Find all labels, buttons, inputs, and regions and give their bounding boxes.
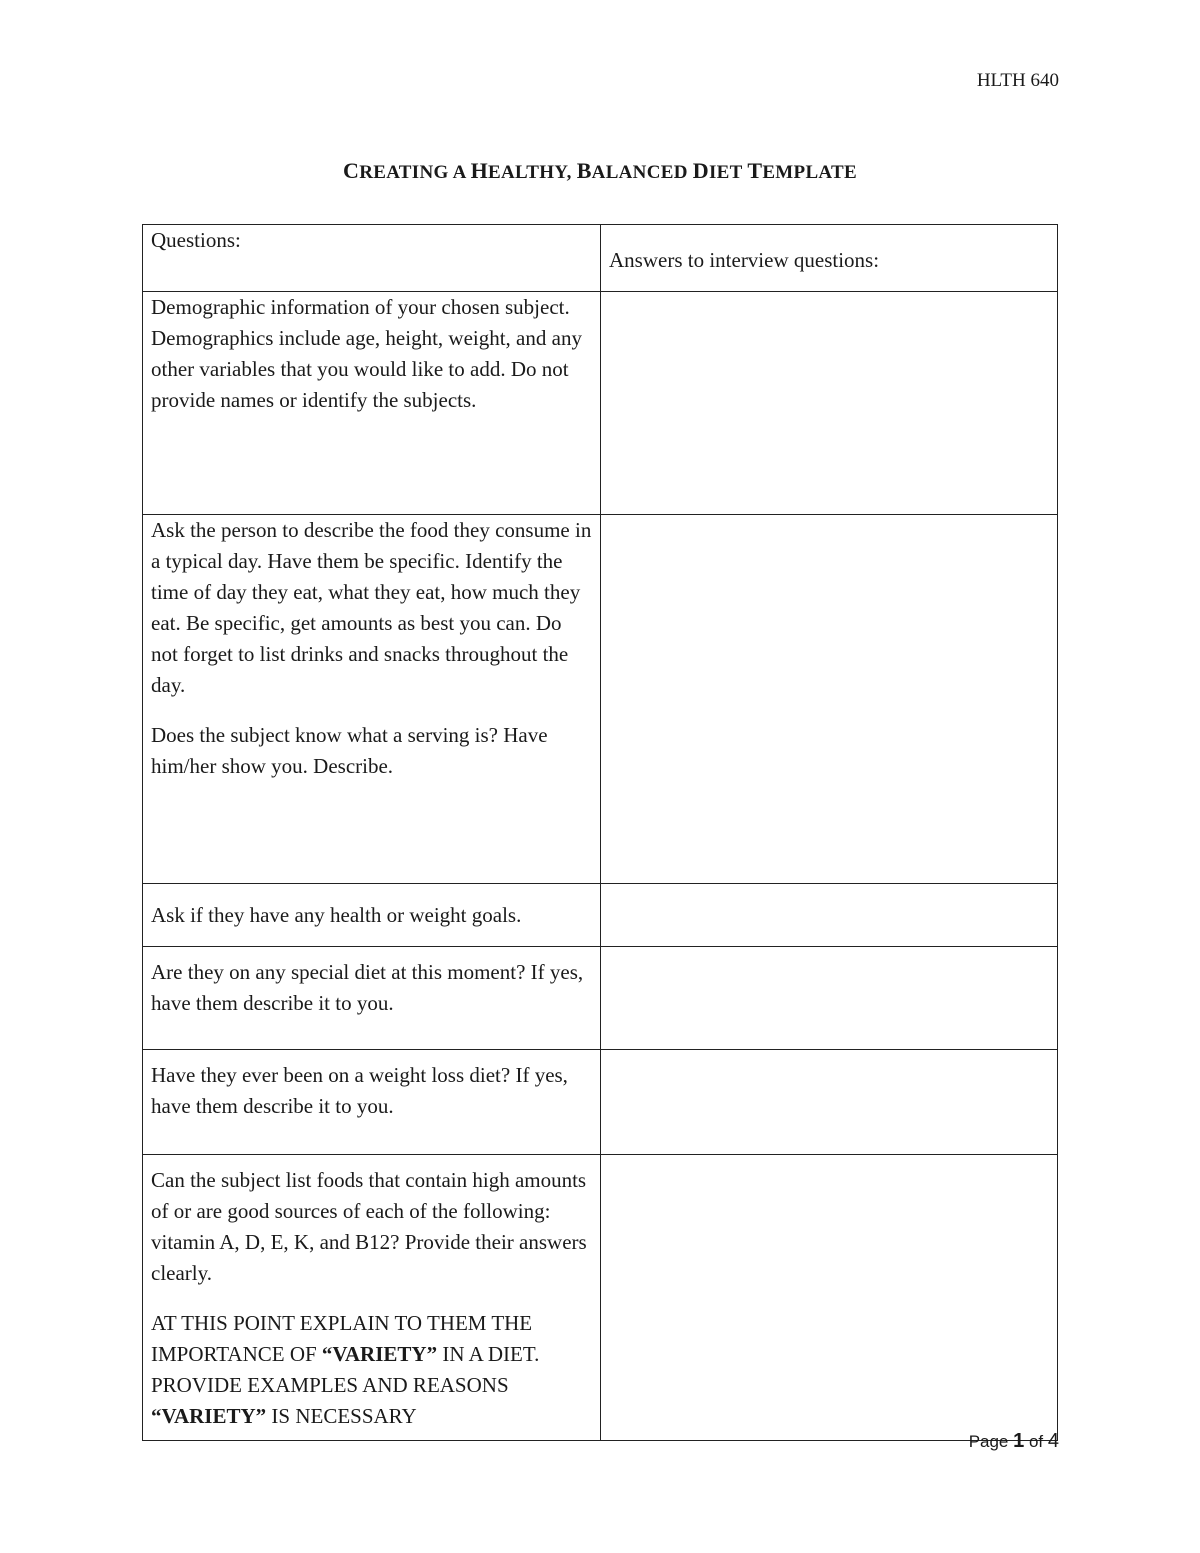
answer-cell[interactable] xyxy=(601,515,1058,884)
answers-header: Answers to interview questions: xyxy=(601,225,1058,292)
question-cell: Have they ever been on a weight loss diet? If yes, have them describe it to you. xyxy=(143,1050,601,1155)
table-row xyxy=(143,1050,1058,1155)
variety-instruction: AT THIS POINT EXPLAIN TO THEM THE IMPORTANCE OF “VARIETY” IN A DIET. PROVIDE EXAMPLES AND REASONS “VARIETY” IS NECESSARY xyxy=(151,1311,540,1428)
table-row xyxy=(143,1155,1058,1441)
answer-cell[interactable] xyxy=(601,292,1058,515)
answer-cell[interactable] xyxy=(601,1155,1058,1441)
question-cell: Demographic information of your chosen subject. Demographics include age, height, weight, and any other variables that you would like to add. Do not provide names or identify the subjects. xyxy=(143,292,601,515)
table-row xyxy=(143,515,1058,884)
question-cell: Can the subject list foods that contain high amounts of or are good sources of each of the following: vitamin A, D, E, K, and B12? Provide their answers clearly. AT THIS POINT EXPLAIN TO THEM THE IMPORTANCE OF “VARIETY” IN A DIET. PROVIDE EXAMPLES AND REASONS “VARIETY” IS NECESSARY xyxy=(143,1155,601,1441)
page-number: Page 1 of 4 xyxy=(968,1430,1059,1452)
question-cell: Ask the person to describe the food they consume in a typical day. Have them be specific. Identify the time of day they eat, what they eat, how much they eat. Be specific, get amounts as best you can. Do not forget to list drinks and snacks throughout the day. Does the subject know what a serving is? Have him/her show you. Describe. xyxy=(143,515,601,884)
document-title: CREATING A HEALTHY, BALANCED DIET TEMPLATE xyxy=(343,158,857,183)
answer-cell[interactable] xyxy=(601,1050,1058,1155)
question-cell: Are they on any special diet at this moment? If yes, have them describe it to you. xyxy=(143,947,601,1050)
questions-header: Questions: xyxy=(143,225,601,292)
table-row xyxy=(143,947,1058,1050)
question-cell: Ask if they have any health or weight goals. xyxy=(143,884,601,947)
table-header-row xyxy=(143,225,1058,292)
table-row xyxy=(143,292,1058,515)
table-row xyxy=(143,884,1058,947)
interview-table xyxy=(142,224,1058,1441)
answer-cell[interactable] xyxy=(601,884,1058,947)
answer-cell[interactable] xyxy=(601,947,1058,1050)
course-code: HLTH 640 xyxy=(976,70,1059,91)
